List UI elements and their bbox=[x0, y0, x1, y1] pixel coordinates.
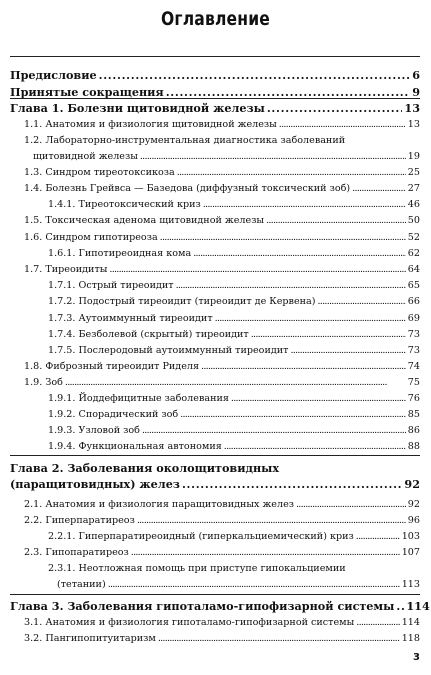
dot-leader bbox=[203, 198, 406, 211]
toc-entry-title: 1.7.3. Аутоиммунный тиреоидит bbox=[48, 313, 213, 324]
toc-entry-title: 2.2.1. Гиперпаратиреоидный (гиперкальциемический) криз bbox=[48, 531, 354, 542]
toc-entry-page: 62 bbox=[407, 248, 420, 259]
toc-entry-title: 1.6. Синдром гипотиреоза bbox=[24, 232, 158, 243]
toc-row bbox=[48, 530, 420, 543]
toc-entry-title: 1.5. Токсическая аденома щитовидной железы bbox=[24, 215, 265, 226]
toc-row bbox=[24, 263, 420, 276]
toc-entry-page: 74 bbox=[407, 361, 420, 372]
dot-leader bbox=[296, 498, 406, 511]
toc-entry-title-line1: 1.2. Лабораторно-инструментальная диагностика заболеваний bbox=[24, 135, 346, 146]
dot-leader bbox=[158, 632, 400, 645]
dot-leader bbox=[318, 295, 406, 308]
toc-entry-page: 25 bbox=[407, 167, 420, 178]
toc-row bbox=[10, 599, 430, 613]
toc-entry-title: щитовидной железы bbox=[33, 151, 138, 162]
dot-leader bbox=[193, 247, 406, 260]
dot-leader bbox=[99, 69, 411, 82]
toc-entry-page: 13 bbox=[407, 119, 420, 130]
dot-leader bbox=[290, 344, 405, 357]
toc-row bbox=[24, 514, 420, 527]
toc-entry-page: 64 bbox=[407, 264, 420, 275]
toc-entry-title: 1.6.1. Гипотиреоидная кома bbox=[48, 248, 192, 259]
toc-entry-page: 27 bbox=[407, 183, 420, 194]
toc-row bbox=[24, 231, 420, 244]
page-number: 3 bbox=[413, 652, 420, 663]
dot-leader bbox=[396, 600, 404, 613]
toc-row bbox=[24, 182, 420, 195]
toc-row bbox=[48, 312, 420, 325]
dot-leader bbox=[231, 392, 406, 405]
dot-leader bbox=[131, 546, 400, 559]
toc-entry-page: 73 bbox=[407, 329, 420, 340]
toc-row bbox=[24, 616, 420, 629]
toc-row bbox=[48, 440, 420, 453]
toc-entry-page: 114 bbox=[401, 617, 420, 628]
toc-row bbox=[24, 214, 420, 227]
toc-entry-title: 1.7. Тиреоидиты bbox=[24, 264, 108, 275]
section-rule bbox=[10, 594, 420, 595]
dot-leader bbox=[251, 328, 406, 341]
toc-entry-title: 1.9.4. Функциональная автономия bbox=[48, 441, 222, 452]
toc-entry-title: 2.2. Гиперпаратиреоз bbox=[24, 515, 135, 526]
toc-row bbox=[48, 295, 420, 308]
dot-leader bbox=[215, 312, 406, 325]
toc-entry-page: 107 bbox=[401, 547, 420, 558]
toc-row bbox=[48, 198, 420, 211]
toc-row bbox=[24, 166, 420, 179]
toc-entry-title: Глава 1. Болезни щитовидной железы bbox=[10, 101, 265, 115]
toc-entry-page: 96 bbox=[407, 515, 420, 526]
dot-leader bbox=[137, 514, 406, 527]
toc-row bbox=[48, 247, 420, 260]
toc-row bbox=[33, 150, 420, 163]
dot-leader bbox=[65, 376, 406, 389]
dot-leader bbox=[279, 118, 406, 131]
toc-entry-title: 1.1. Анатомия и физиология щитовидной железы bbox=[24, 119, 277, 130]
toc-row bbox=[24, 498, 420, 511]
toc-row bbox=[48, 408, 420, 421]
toc-entry-page: 88 bbox=[407, 441, 420, 452]
toc-entry-page: 113 bbox=[401, 579, 420, 590]
dot-leader bbox=[109, 263, 405, 276]
dot-leader bbox=[160, 231, 406, 244]
toc-entry-page: 73 bbox=[407, 345, 420, 356]
toc-row bbox=[10, 478, 420, 491]
dot-leader bbox=[266, 214, 406, 227]
toc-entry-title: 1.7.4. Безболевой (скрытый) тиреоидит bbox=[48, 329, 249, 340]
toc-entry-title: 1.9.2. Спорадический зоб bbox=[48, 409, 179, 420]
toc-entry-page: 118 bbox=[401, 633, 420, 644]
toc-row bbox=[48, 279, 420, 292]
toc-entry-title: Глава 3. Заболевания гипоталамо-гипофизарной системы bbox=[10, 599, 395, 613]
toc-row bbox=[10, 102, 420, 115]
page-title: Оглавление bbox=[160, 8, 271, 30]
toc-row bbox=[57, 578, 420, 591]
toc-entry-page: 50 bbox=[407, 215, 420, 226]
toc-entry-page: 9 bbox=[412, 85, 420, 99]
toc-entry-page: 103 bbox=[401, 531, 420, 542]
toc-entry-page: 92 bbox=[407, 499, 420, 510]
toc-entry-page: 75 bbox=[407, 377, 420, 388]
toc-row bbox=[24, 376, 420, 389]
toc-entry-title: 1.4.1. Тиреотоксический криз bbox=[48, 199, 201, 210]
toc-entry-title-line1: 2.3.1. Неотложная помощь при приступе гипокальциемии bbox=[48, 563, 346, 574]
toc-entry-page: 6 bbox=[412, 68, 420, 82]
section-rule bbox=[10, 455, 420, 456]
toc-entry-title: 2.1. Анатомия и физиология паращитовидных желез bbox=[24, 499, 294, 510]
toc-entry-title: (тетании) bbox=[57, 579, 106, 590]
toc-row bbox=[24, 118, 420, 131]
toc-entry-title: 3.2. Пангипопитуитаризм bbox=[24, 633, 156, 644]
section-rule bbox=[10, 98, 420, 99]
toc-entry-page: 46 bbox=[407, 199, 420, 210]
dot-leader bbox=[180, 408, 406, 421]
dot-leader bbox=[176, 279, 406, 292]
toc-entry-page: 92 bbox=[404, 477, 420, 491]
toc-entry-title: 1.7.2. Подострый тиреоидит (тиреоидит де Кервена) bbox=[48, 296, 316, 307]
toc-entry-title: 1.3. Синдром тиреотоксикоза bbox=[24, 167, 175, 178]
dot-leader bbox=[177, 166, 406, 179]
toc-row bbox=[24, 546, 420, 559]
toc-entry-title: 2.3. Гипопаратиреоз bbox=[24, 547, 129, 558]
toc-entry-page: 66 bbox=[407, 296, 420, 307]
toc-entry-title: 1.9.1. Йоддефицитные заболевания bbox=[48, 393, 229, 404]
toc-entry-title: 1.8. Фиброзный тиреоидит Риделя bbox=[24, 361, 200, 372]
dot-leader bbox=[108, 578, 400, 591]
toc-entry-page: 19 bbox=[407, 151, 420, 162]
toc-entry-title: Принятые сокращения bbox=[10, 85, 164, 99]
toc-entry-page: 52 bbox=[407, 232, 420, 243]
toc-entry-page: 65 bbox=[407, 280, 420, 291]
toc-entry-page: 86 bbox=[407, 425, 420, 436]
toc-entry-page: 13 bbox=[404, 101, 420, 115]
toc-entry-title: (паращитовидных) желез bbox=[10, 477, 180, 491]
toc-row bbox=[48, 424, 420, 437]
dot-leader bbox=[356, 530, 400, 543]
toc-entry-page: 69 bbox=[407, 313, 420, 324]
toc-row bbox=[10, 69, 420, 82]
dot-leader bbox=[267, 102, 403, 115]
toc-entry-title: 3.1. Анатомия и физиология гипоталамо-гипофизарной системы bbox=[24, 617, 355, 628]
toc-row bbox=[48, 344, 420, 357]
toc-entry-title-line1: Глава 2. Заболевания околощитовидных bbox=[10, 461, 280, 475]
dot-leader bbox=[201, 360, 406, 373]
toc-entry-title: 1.7.5. Послеродовый аутоиммунный тиреоидит bbox=[48, 345, 289, 356]
toc-row bbox=[24, 360, 420, 373]
toc-entry-title: 1.9.3. Узловой зоб bbox=[48, 425, 140, 436]
top-rule bbox=[10, 56, 420, 57]
toc-row bbox=[24, 632, 420, 645]
toc-entry-page: 114 bbox=[406, 599, 430, 613]
dot-leader bbox=[140, 150, 406, 163]
toc-entry-title: 1.9. Зоб bbox=[24, 377, 63, 388]
toc-entry-page: 76 bbox=[407, 393, 420, 404]
dot-leader bbox=[352, 182, 406, 195]
toc-entry-title: 1.4. Болезнь Грейвса — Базедова (диффузный токсический зоб) bbox=[24, 183, 351, 194]
dot-leader bbox=[182, 478, 402, 491]
dot-leader bbox=[356, 616, 399, 629]
toc-entry-title: Предисловие bbox=[10, 68, 97, 82]
toc-entry-title: 1.7.1. Острый тиреоидит bbox=[48, 280, 174, 291]
dot-leader bbox=[142, 424, 406, 437]
toc-row bbox=[48, 328, 420, 341]
toc-row bbox=[48, 392, 420, 405]
dot-leader bbox=[224, 440, 406, 453]
toc-entry-page: 85 bbox=[407, 409, 420, 420]
